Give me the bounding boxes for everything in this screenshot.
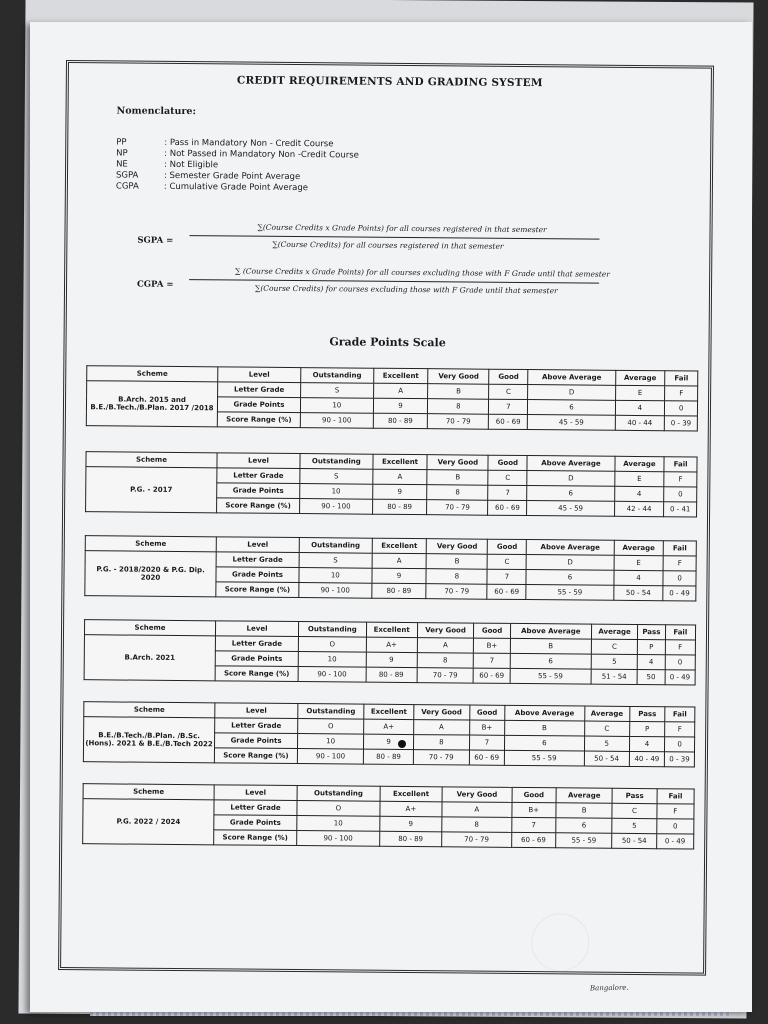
table-cell: 50	[637, 670, 664, 685]
table-cell: C	[488, 470, 527, 485]
table-cell: 6	[556, 818, 613, 833]
column-header: Scheme	[83, 784, 214, 800]
grade-table	[82, 783, 695, 849]
table-cell: 60 - 69	[511, 832, 555, 847]
level-cell: Score Range (%)	[216, 582, 299, 598]
table-cell: A	[414, 720, 470, 735]
table-cell: 0 - 49	[656, 834, 693, 849]
table-cell: E	[614, 471, 664, 486]
column-header: Scheme	[84, 702, 215, 718]
table-cell: 7	[474, 653, 510, 668]
table-cell: 9	[366, 652, 417, 667]
level-cell: Grade Points	[217, 397, 300, 413]
table-cell: 70 - 79	[427, 500, 488, 516]
document-page	[30, 22, 752, 1012]
table-cell: 51 - 54	[591, 669, 637, 684]
table-cell: C	[489, 384, 528, 399]
column-header: Good	[488, 539, 527, 554]
table-cell: 45 - 59	[528, 415, 615, 431]
table-cell: 10	[300, 398, 373, 414]
table-cell: E	[615, 385, 665, 400]
nomenclature-desc: : Not Passed in Mandatory Non -Credit Course	[164, 148, 359, 161]
level-cell: Score Range (%)	[215, 666, 298, 682]
table-cell: 5	[584, 736, 629, 751]
level-cell: Grade Points	[214, 815, 297, 831]
table-cell: 8	[426, 569, 487, 585]
table-cell: 55 - 59	[556, 833, 613, 848]
table-cell: D	[526, 555, 613, 571]
table-cell: O	[298, 637, 366, 653]
grade-table	[84, 619, 697, 685]
column-header: Above Average	[527, 456, 614, 472]
table-cell: 10	[299, 568, 372, 584]
table-cell: B	[556, 803, 613, 818]
table-cell: 8	[442, 817, 512, 833]
level-cell: Letter Grade	[217, 468, 300, 484]
table-cell: B	[426, 554, 487, 570]
column-header: Average	[615, 370, 665, 385]
level-cell: Letter Grade	[215, 636, 298, 652]
table-cell: 90 - 100	[299, 583, 372, 599]
level-cell: Letter Grade	[215, 718, 298, 734]
table-cell: 80 - 89	[372, 499, 427, 514]
column-header: Above Average	[505, 705, 585, 721]
column-header: Excellent	[373, 454, 428, 469]
nomenclature-abbr: NP	[116, 148, 128, 159]
nomenclature-list	[116, 137, 359, 194]
column-header: Pass	[638, 625, 665, 640]
table-cell: F	[665, 386, 698, 401]
level-cell: Grade Points	[215, 733, 298, 749]
table-cell: B+	[512, 802, 556, 817]
table-cell: 9	[372, 484, 427, 499]
column-header: Above Average	[527, 540, 614, 556]
table-cell: 8	[427, 485, 488, 501]
table-cell: 8	[417, 653, 474, 668]
column-header: Average	[614, 540, 664, 555]
table-cell: E	[614, 555, 664, 570]
table-cell: B	[428, 384, 489, 400]
level-cell: Grade Points	[217, 483, 300, 499]
table-cell: 7	[488, 485, 527, 500]
level-cell: Score Range (%)	[217, 412, 300, 428]
table-cell: 70 - 79	[413, 750, 469, 765]
table-cell: 4	[614, 486, 664, 501]
scheme-cell: P.G. - 2017	[86, 467, 217, 513]
table-cell: 9	[364, 734, 414, 749]
table-cell: 0	[665, 401, 698, 416]
nomenclature-desc: : Semester Grade Point Average	[163, 170, 301, 183]
table-cell: 70 - 79	[442, 832, 512, 848]
sgpa-formula	[137, 222, 638, 251]
table-cell: 60 - 69	[489, 414, 528, 429]
level-cell: Grade Points	[216, 567, 299, 583]
column-header: Average	[591, 624, 637, 639]
table-cell: A	[417, 638, 474, 653]
table-cell: 55 - 59	[526, 585, 613, 601]
table-cell: O	[298, 719, 364, 735]
table-cell: 90 - 100	[300, 413, 373, 429]
grade-table	[83, 701, 696, 767]
table-cell: 70 - 79	[426, 584, 487, 600]
table-cell: 9	[372, 568, 427, 583]
table-cell: 10	[297, 816, 380, 832]
table-cell: 0	[656, 819, 693, 834]
sgpa-denominator: ∑(Course Credits) for all courses registered in that semester	[272, 239, 504, 251]
table-cell: B	[427, 470, 488, 486]
nomenclature-desc: : Pass in Mandatory Non - Credit Course	[164, 137, 334, 150]
table-cell: 50 - 54	[612, 833, 656, 848]
column-header: Good	[489, 369, 528, 384]
table-cell: 7	[511, 817, 555, 832]
table-cell: 0	[664, 487, 697, 502]
column-header: Average	[584, 706, 629, 721]
table-cell: 0 - 39	[665, 416, 698, 431]
table-cell: A	[372, 553, 427, 568]
column-header: Excellent	[380, 786, 442, 802]
column-header: Level	[214, 785, 297, 801]
column-header: Fail	[665, 707, 695, 722]
table-cell: 0 - 49	[663, 586, 696, 601]
table-cell: F	[664, 472, 697, 487]
column-header: Outstanding	[297, 786, 380, 802]
column-header: Average	[615, 456, 665, 471]
table-cell: 80 - 89	[364, 749, 414, 764]
table-cell: 60 - 69	[487, 584, 526, 599]
table-cell: 0	[663, 571, 696, 586]
nomenclature-heading: Nomenclature:	[116, 105, 197, 118]
table-cell: 90 - 100	[300, 499, 373, 515]
table-cell: A+	[380, 801, 442, 817]
grade-points-scale-title: Grade Points Scale	[329, 335, 446, 350]
table-cell: 60 - 69	[474, 668, 510, 683]
grade-table	[85, 451, 698, 517]
column-header: Fail	[657, 789, 694, 804]
table-cell: S	[299, 553, 372, 569]
table-cell: 0 - 49	[665, 670, 696, 685]
sgpa-label: SGPA =	[137, 235, 174, 246]
table-cell: 42 - 44	[614, 501, 664, 516]
table-cell: 4	[615, 400, 665, 415]
level-cell: Letter Grade	[216, 552, 299, 568]
column-header: Excellent	[366, 622, 417, 637]
table-cell: 0	[665, 737, 695, 752]
page-title: CREDIT REQUIREMENTS AND GRADING SYSTEM	[236, 74, 543, 90]
table-cell: 45 - 59	[527, 501, 614, 517]
table-cell: 50 - 54	[613, 585, 663, 600]
grade-table	[84, 535, 697, 601]
table-cell: F	[665, 640, 696, 655]
column-header: Pass	[629, 706, 665, 721]
nomenclature-abbr: PP	[116, 137, 127, 148]
column-header: Good	[512, 787, 556, 802]
table-cell: A	[372, 469, 427, 484]
fraction-bar	[189, 235, 599, 240]
cgpa-formula	[136, 266, 637, 296]
column-header: Level	[217, 453, 300, 469]
scheme-cell: B.Arch. 2021	[84, 635, 215, 681]
table-cell: 0 - 39	[665, 752, 695, 767]
table-cell: 6	[505, 735, 585, 751]
seal-watermark	[531, 913, 590, 972]
scheme-cell: P.G. 2022 / 2024	[83, 799, 214, 845]
column-header: Fail	[663, 541, 696, 556]
table-cell: 4	[629, 736, 665, 751]
column-header: Scheme	[84, 620, 215, 636]
table-cell: 90 - 100	[297, 831, 380, 847]
column-header: Level	[218, 367, 301, 383]
table-cell: C	[487, 554, 526, 569]
level-cell: Letter Grade	[218, 382, 301, 398]
fraction-bar	[189, 279, 599, 284]
column-header: Average	[556, 788, 613, 803]
table-cell: A	[442, 802, 512, 818]
table-cell: 80 - 89	[373, 413, 428, 428]
column-header: Level	[215, 703, 298, 719]
column-header: Excellent	[364, 704, 414, 719]
table-cell: 60 - 69	[469, 750, 505, 765]
table-cell: 7	[469, 735, 505, 750]
level-cell: Letter Grade	[214, 800, 297, 816]
table-cell: C	[584, 721, 629, 736]
column-header: Very Good	[442, 787, 512, 803]
column-header: Above Average	[510, 623, 591, 639]
column-header: Scheme	[87, 366, 218, 382]
table-cell: 4	[637, 655, 664, 670]
column-header: Outstanding	[300, 454, 373, 470]
table-cell: A	[373, 383, 428, 398]
column-header: Pass	[612, 788, 656, 803]
table-cell: C	[591, 639, 637, 654]
table-cell: 40 - 44	[615, 415, 665, 430]
column-header: Excellent	[372, 538, 427, 553]
table-cell: 55 - 59	[510, 668, 591, 684]
table-cell: 80 - 89	[371, 583, 426, 598]
table-cell: 50 - 54	[584, 751, 629, 766]
table-cell: 80 - 89	[366, 667, 417, 682]
table-cell: F	[663, 556, 696, 571]
table-cell: 60 - 69	[488, 500, 527, 515]
column-header: Good	[469, 705, 505, 720]
table-cell: 7	[487, 569, 526, 584]
table-cell: 90 - 100	[297, 749, 363, 765]
table-cell: 40 - 49	[629, 751, 665, 766]
table-cell: D	[527, 471, 614, 487]
column-header: Very Good	[427, 539, 488, 555]
grade-table	[86, 365, 699, 431]
table-cell: 10	[300, 484, 373, 500]
table-cell: P	[638, 640, 665, 655]
table-cell: 7	[489, 399, 528, 414]
table-cell: B+	[474, 638, 510, 653]
table-cell: 90 - 100	[298, 667, 366, 683]
column-header: Very Good	[414, 705, 470, 720]
table-cell: 9	[373, 398, 428, 413]
table-cell: 70 - 79	[417, 668, 474, 683]
column-header: Excellent	[373, 368, 428, 383]
table-cell: F	[665, 722, 695, 737]
column-header: Good	[488, 455, 527, 470]
column-header: Outstanding	[301, 368, 374, 384]
column-header: Fail	[664, 457, 697, 472]
level-cell: Score Range (%)	[214, 748, 297, 764]
column-header: Scheme	[86, 452, 217, 468]
column-header: Fail	[665, 625, 696, 640]
ink-dot	[398, 740, 406, 748]
column-header: Above Average	[528, 370, 615, 386]
table-cell: 80 - 89	[379, 831, 441, 847]
column-header: Outstanding	[299, 538, 372, 554]
table-cell: 5	[591, 654, 637, 669]
table-cell: 10	[298, 734, 364, 750]
table-cell: 6	[528, 400, 615, 416]
column-header: Scheme	[85, 536, 216, 552]
column-header: Very Good	[428, 369, 489, 385]
table-cell: 5	[612, 818, 656, 833]
table-cell: B	[510, 638, 591, 654]
cgpa-denominator: ∑(Course Credits) for courses excluding those with F Grade until that semester	[254, 283, 558, 296]
table-cell: 0	[665, 655, 696, 670]
table-cell: F	[657, 804, 694, 819]
table-cell: 10	[298, 652, 366, 668]
nomenclature-item	[116, 181, 359, 194]
table-cell: 6	[510, 653, 591, 669]
table-cell: S	[300, 469, 373, 485]
table-cell: 6	[527, 486, 614, 502]
table-cell: 55 - 59	[504, 750, 584, 766]
level-cell: Score Range (%)	[217, 498, 300, 514]
table-cell: P	[629, 721, 665, 736]
nomenclature-desc: : Cumulative Grade Point Average	[163, 181, 309, 194]
cgpa-numerator: ∑ (Course Credits x Grade Points) for all courses excluding those with F Grade until that semester	[235, 266, 610, 279]
column-header: Good	[474, 623, 510, 638]
table-cell: B+	[469, 720, 505, 735]
page-border	[58, 60, 714, 976]
table-cell: A+	[366, 637, 417, 652]
scheme-cell: P.G. - 2018/2020 & P.G. Dip. 2020	[85, 551, 216, 597]
table-cell: B	[505, 720, 585, 736]
nomenclature-desc: : Not Eligible	[164, 159, 219, 171]
table-cell: 8	[428, 399, 489, 415]
table-cell: O	[297, 801, 380, 817]
column-header: Level	[216, 537, 299, 553]
cgpa-label: CGPA =	[136, 279, 174, 290]
nomenclature-abbr: NE	[116, 159, 128, 170]
table-cell: S	[301, 383, 374, 399]
sgpa-numerator: ∑(Course Credits x Grade Points) for all courses registered in that semester	[257, 222, 547, 235]
table-cell: 8	[413, 735, 469, 750]
table-cell: 0 - 41	[664, 502, 697, 517]
nomenclature-abbr: SGPA	[115, 170, 139, 181]
nomenclature-abbr: CGPA	[115, 181, 139, 192]
level-cell: Score Range (%)	[214, 830, 297, 846]
scheme-cell: B.Arch. 2015 and B.E./B.Tech./B.Plan. 2017 /2018	[86, 381, 217, 427]
table-cell: 9	[380, 816, 442, 832]
column-header: Level	[215, 621, 298, 637]
column-header: Fail	[665, 371, 698, 386]
table-cell: 70 - 79	[428, 414, 489, 430]
column-header: Very Good	[427, 455, 488, 471]
table-cell: A+	[364, 719, 414, 734]
table-cell: 4	[614, 570, 664, 585]
footer-text: Bangalore.	[589, 983, 629, 993]
column-header: Very Good	[417, 623, 474, 638]
table-cell: 6	[526, 570, 613, 586]
column-header: Outstanding	[298, 622, 366, 638]
table-cell: C	[612, 803, 656, 818]
column-header: Outstanding	[298, 704, 364, 720]
scheme-cell: B.E./B.Tech./B.Plan. /B.Sc.(Hons). 2021 & B.E./B.Tech 2022	[83, 717, 214, 763]
level-cell: Grade Points	[215, 651, 298, 667]
table-cell: D	[528, 385, 615, 401]
